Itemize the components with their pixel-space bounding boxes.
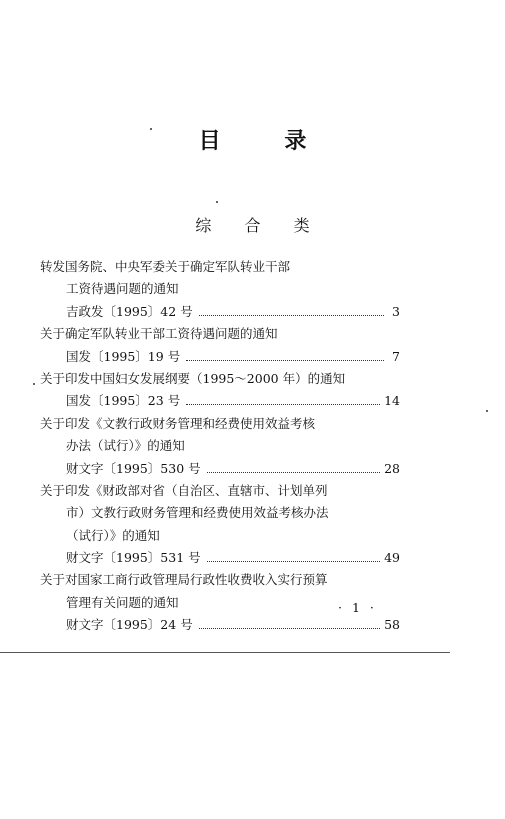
document-number: 吉政发〔1995〕42 号	[66, 303, 193, 319]
entry-title-line: 关于确定军队转业干部工资待遇问题的通知	[40, 326, 278, 342]
entry-title-line: 关于印发《文教行政财务管理和经费使用效益考核	[40, 415, 316, 431]
dot-leader	[186, 359, 384, 361]
entry-title-line: 关于印发《财政部对省（自治区、直辖市、计划单列	[40, 482, 328, 498]
scan-speck	[216, 201, 218, 203]
page-number: 7	[392, 348, 400, 364]
table-of-contents	[40, 256, 400, 637]
entry-title-line: 管理有关问题的通知	[66, 594, 179, 610]
toc-entry-ref[interactable]	[40, 614, 400, 636]
document-number: 财文字〔1995〕531 号	[66, 550, 201, 566]
document-number: 财文字〔1995〕530 号	[66, 460, 201, 476]
page-number: 28	[384, 460, 400, 476]
document-number: 国发〔1995〕23 号	[66, 393, 181, 409]
page-number: 49	[384, 550, 400, 566]
scan-speck	[486, 410, 488, 412]
entry-title-line: 工资待遇问题的通知	[66, 281, 179, 297]
toc-entry-ref[interactable]	[40, 346, 400, 368]
page-number: 14	[384, 393, 400, 409]
document-number: 财文字〔1995〕24 号	[66, 617, 193, 633]
section-title: 综 合 类	[195, 216, 324, 235]
entry-title-line: 关于印发中国妇女发展纲要（1995～2000 年）的通知	[40, 370, 346, 386]
bottom-rule	[0, 652, 450, 653]
dot-leader	[207, 560, 380, 562]
scan-speck	[150, 128, 152, 130]
folio-page-number: · 1 ·	[338, 600, 377, 615]
dot-leader	[199, 314, 384, 316]
toc-entry-ref[interactable]	[40, 390, 400, 412]
dot-leader	[199, 627, 380, 629]
page-number: 58	[384, 617, 400, 633]
toc-entry-ref[interactable]	[40, 301, 400, 323]
dot-leader	[186, 403, 380, 405]
toc-entry-ref[interactable]	[40, 458, 400, 480]
dot-leader	[207, 471, 380, 473]
scan-speck	[33, 383, 35, 385]
entry-title-line: （试行）》的通知	[66, 527, 160, 543]
entry-title-line: 市）文教行政财务管理和经费使用效益考核办法	[66, 505, 329, 521]
document-number: 国发〔1995〕19 号	[66, 348, 181, 364]
toc-entry-ref[interactable]	[40, 547, 400, 569]
entry-title-line: 转发国务院、中央军委关于确定军队转业干部	[40, 259, 291, 274]
page-title: 目 录	[198, 128, 335, 154]
entry-title-line: 关于对国家工商行政管理局行政性收费收入实行预算	[40, 572, 328, 588]
entry-title-line: 办法（试行）》的通知	[66, 438, 185, 454]
page-number: 3	[392, 303, 400, 319]
